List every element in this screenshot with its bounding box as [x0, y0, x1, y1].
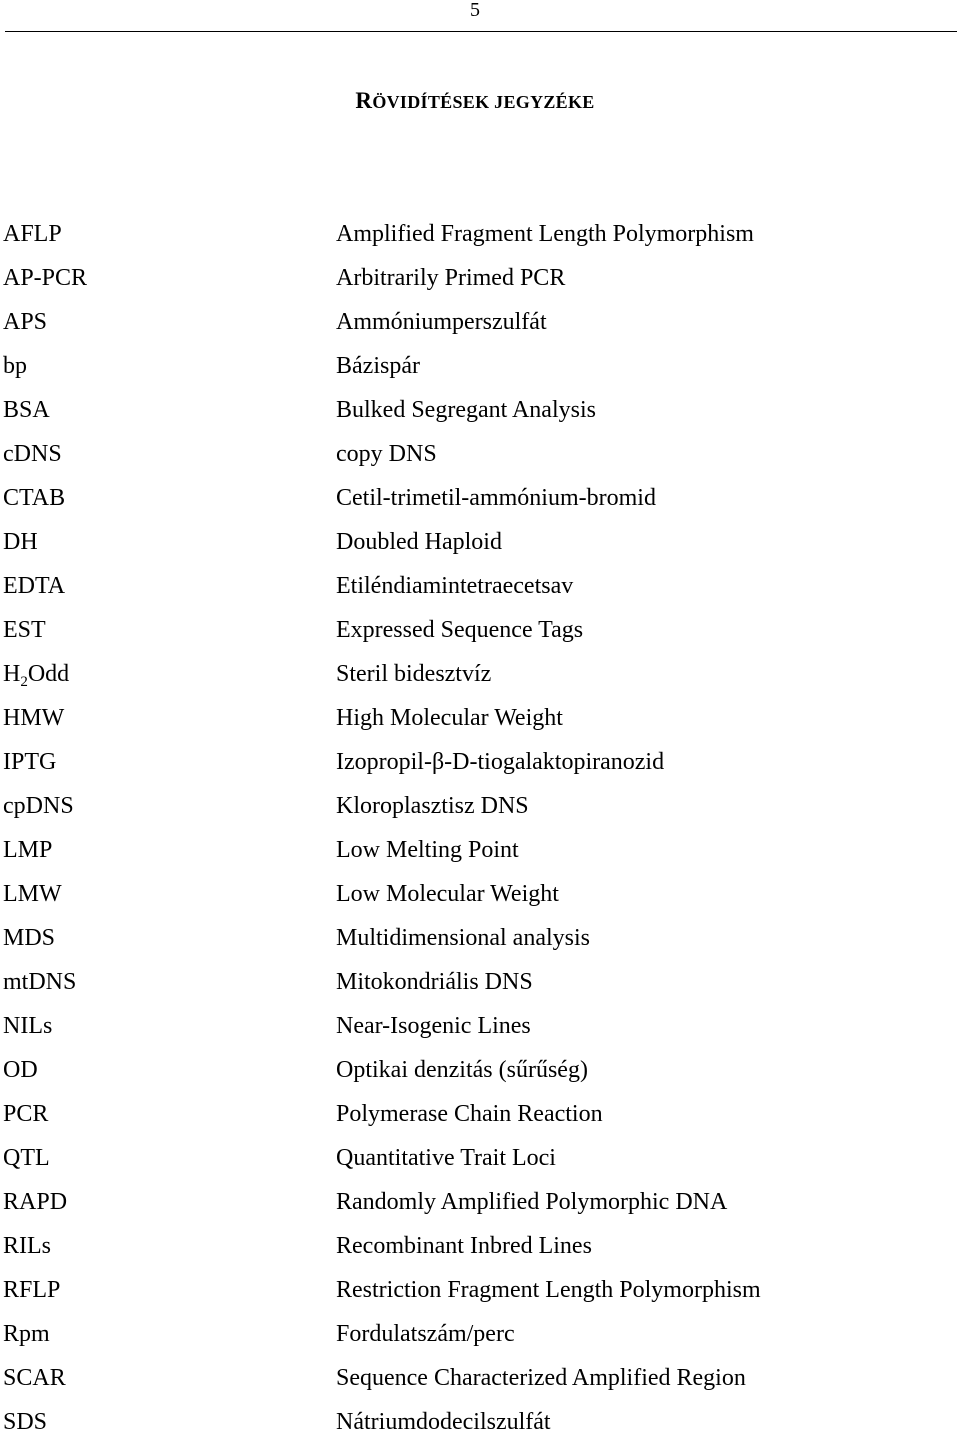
abbreviation: SCAR	[3, 1365, 66, 1391]
definition: Amplified Fragment Length Polymorphism	[336, 221, 754, 247]
abbreviation-row	[3, 265, 953, 291]
abbreviation-base: H	[3, 661, 21, 687]
definition: Etiléndiamintetraecetsav	[336, 573, 574, 599]
definition: Kloroplasztisz DNS	[336, 793, 529, 819]
definition: Polymerase Chain Reaction	[336, 1101, 603, 1127]
abbreviation: AFLP	[3, 221, 62, 247]
abbreviation: cDNS	[3, 441, 62, 467]
abbreviation-suffix: Odd	[27, 661, 70, 687]
definition: Bulked Segregant Analysis	[336, 397, 596, 423]
abbreviation: EST	[3, 617, 46, 643]
abbreviation-row	[3, 749, 953, 775]
abbreviation: LMW	[3, 881, 62, 907]
definition: Restriction Fragment Length Polymorphism	[336, 1277, 761, 1303]
abbreviation-row	[3, 661, 953, 690]
definition: Mitokondriális DNS	[336, 969, 533, 995]
abbreviation-row	[3, 1145, 953, 1171]
abbreviation-row	[3, 1013, 953, 1039]
abbreviation-row	[3, 573, 953, 599]
abbreviation: Rpm	[3, 1321, 50, 1347]
page-title: RÖVIDÍTÉSEK JEGYZÉKE	[355, 88, 595, 113]
definition: Sequence Characterized Amplified Region	[336, 1365, 746, 1391]
abbreviation-row	[3, 397, 953, 423]
definition: Steril bidesztvíz	[336, 661, 492, 687]
abbreviation-row	[3, 793, 953, 819]
definition: Ammóniumperszulfát	[336, 309, 547, 335]
abbreviation: APS	[3, 309, 48, 335]
abbreviation: RFLP	[3, 1277, 61, 1303]
abbreviation: QTL	[3, 1145, 50, 1171]
header-rule	[5, 31, 957, 32]
abbreviation-row	[3, 1057, 953, 1083]
abbreviation-row	[3, 221, 953, 247]
definition: Doubled Haploid	[336, 529, 502, 555]
definition: Randomly Amplified Polymorphic DNA	[336, 1189, 728, 1215]
definition: Near-Isogenic Lines	[336, 1013, 531, 1039]
definition: Recombinant Inbred Lines	[336, 1233, 592, 1259]
definition: Cetil-trimetil-ammónium-bromid	[336, 485, 656, 511]
abbreviation: IPTG	[3, 749, 57, 775]
abbreviation: AP-PCR	[3, 265, 88, 291]
definition: Izopropil-β-D-tiogalaktopiranozid	[336, 749, 665, 775]
abbreviation-row	[3, 969, 953, 995]
abbreviation-row	[3, 1233, 953, 1259]
abbreviation-row	[3, 441, 953, 467]
abbreviation	[3, 661, 70, 690]
abbreviation: NILs	[3, 1013, 53, 1039]
abbreviation-row	[3, 881, 953, 907]
abbreviation-row	[3, 1409, 953, 1431]
abbreviation-list	[3, 221, 953, 1431]
abbreviation: OD	[3, 1057, 38, 1083]
definition: copy DNS	[336, 441, 437, 467]
abbreviation-row	[3, 353, 953, 379]
definition: Multidimensional analysis	[336, 925, 590, 951]
definition: Expressed Sequence Tags	[336, 617, 584, 643]
definition: Optikai denzitás (sűrűség)	[336, 1057, 588, 1083]
definition: Low Melting Point	[336, 837, 519, 863]
abbreviation: DH	[3, 529, 38, 555]
abbreviation-row	[3, 1189, 953, 1215]
definition: Low Molecular Weight	[336, 881, 559, 907]
abbreviation: RILs	[3, 1233, 51, 1259]
definition: Quantitative Trait Loci	[336, 1145, 556, 1171]
definition: Bázispár	[336, 353, 420, 379]
abbreviation: cpDNS	[3, 793, 74, 819]
abbreviation-row	[3, 1321, 953, 1347]
abbreviation: RAPD	[3, 1189, 68, 1215]
abbreviation-row	[3, 837, 953, 863]
abbreviation: BSA	[3, 397, 50, 423]
definition: High Molecular Weight	[336, 705, 563, 731]
abbreviation: mtDNS	[3, 969, 77, 995]
abbreviation-row	[3, 529, 953, 555]
definition: Fordulatszám/perc	[336, 1321, 515, 1347]
abbreviation: bp	[3, 353, 27, 379]
definition: Arbitrarily Primed PCR	[336, 265, 566, 291]
abbreviation-row	[3, 705, 953, 731]
abbreviation: LMP	[3, 837, 53, 863]
page-number: 5	[470, 0, 480, 21]
abbreviation: HMW	[3, 705, 65, 731]
abbreviation-row	[3, 485, 953, 511]
abbreviation-row	[3, 1365, 953, 1391]
abbreviation-row	[3, 309, 953, 335]
abbreviation-row	[3, 1277, 953, 1303]
definition: Nátriumdodecilszulfát	[336, 1409, 551, 1431]
abbreviation: CTAB	[3, 485, 66, 511]
abbreviation-row	[3, 925, 953, 951]
abbreviation-row	[3, 1101, 953, 1127]
abbreviation: PCR	[3, 1101, 49, 1127]
abbreviation: EDTA	[3, 573, 66, 599]
abbreviation-row	[3, 617, 953, 643]
abbreviation: MDS	[3, 925, 56, 951]
abbreviation: SDS	[3, 1409, 48, 1431]
abbreviation-subscript: 2	[20, 674, 28, 690]
